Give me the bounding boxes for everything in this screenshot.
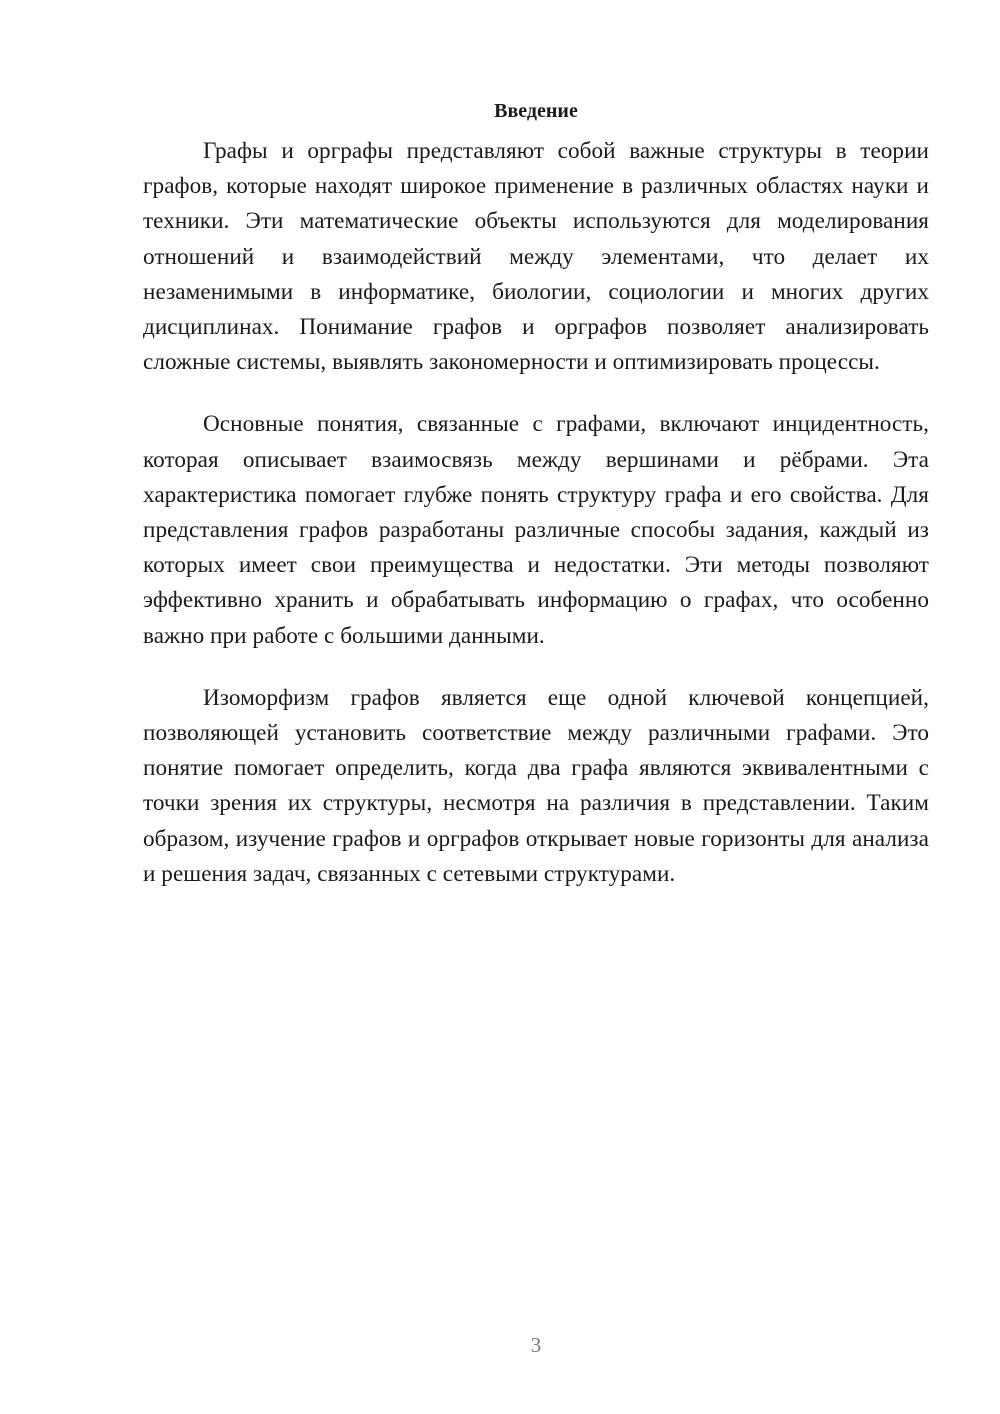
paragraph-3: Изоморфизм графов является еще одной ключевой концепцией, позволяющей установить соответствие между различными графами. Это понятие помогает определить, когда два графа являются эквивалентными с точки зрения их структуры, несмотря на различия в представлении. Таким образом, изучение графов и орграфов открывает новые горизонты для анализа и решения задач, связанных с сетевыми структурами. [143,684,929,887]
paragraph-2: Основные понятия, связанные с графами, включают инцидентность, которая описывает взаимосвязь между вершинами и рёбрами. Эта характеристика помогает глубже понять структуру графа и его свойства. Для представления графов разработаны различные способы задания, каждый из которых имеет свои преимущества и недостатки. Эти методы позволяют эффективно хранить и обрабатывать информацию о графах, что особенно важно при работе с большими данными. [143,411,929,649]
page-content [143,94,929,919]
paragraph-1: Графы и орграфы представляют собой важные структуры в теории графов, которые находят широкое применение в различных областях науки и техники. Эти математические объекты используются для моделирования отношений и взаимодействий между элементами, что делает их незаменимыми в информатике, биологии, социологии и многих других дисциплинах. Понимание графов и орграфов позволяет анализировать сложные системы, выявлять закономерности и оптимизировать процессы. [143,138,929,376]
page-number: 3 [530,1333,542,1357]
section-heading: Введение [494,100,578,122]
